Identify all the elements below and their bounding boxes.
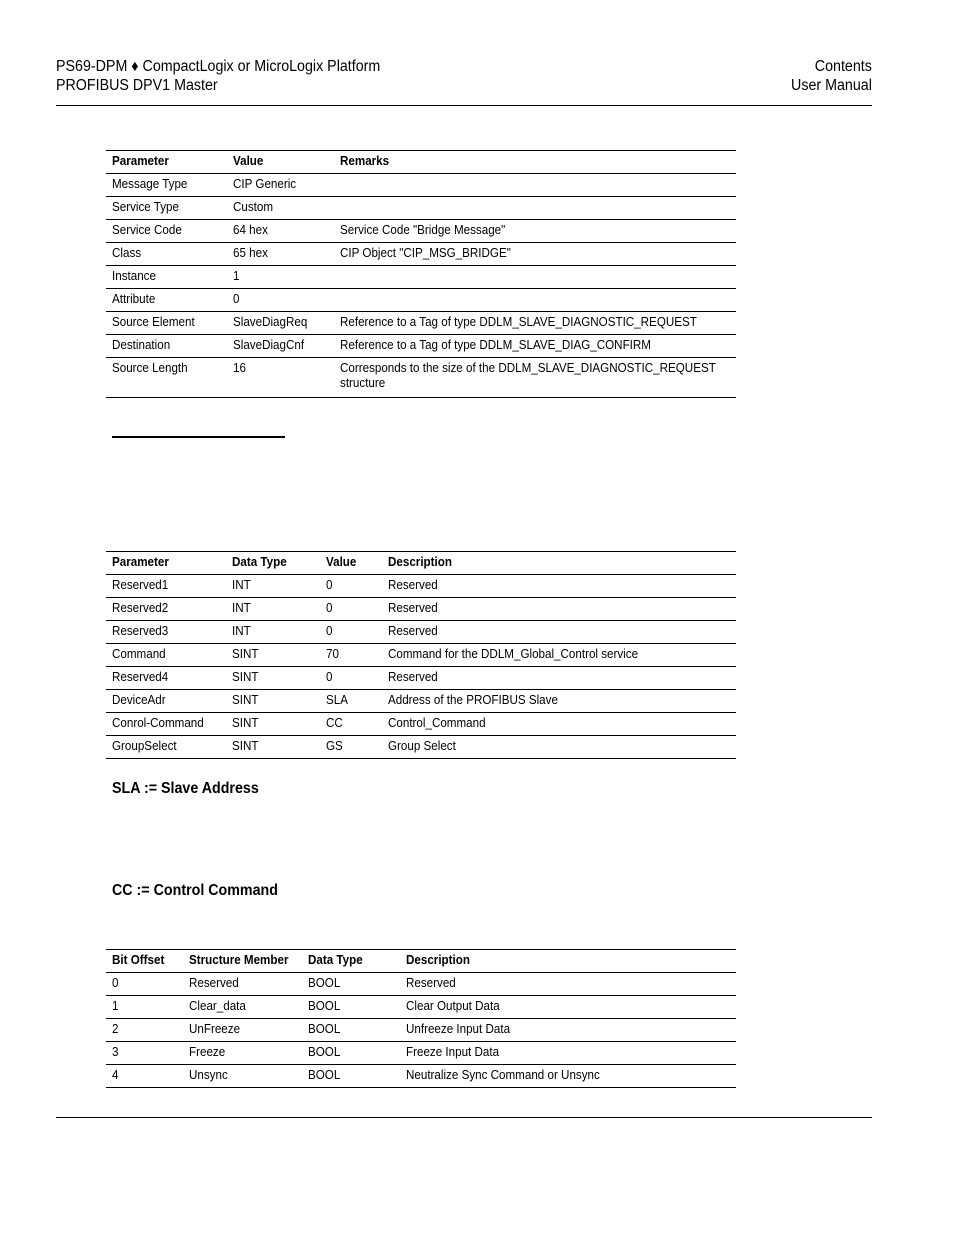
table-header-row	[106, 950, 736, 973]
table-cell: GS	[320, 736, 382, 759]
table-cell: SlaveDiagCnf	[227, 335, 334, 358]
table-row	[106, 713, 736, 736]
header-section-title: Contents	[814, 58, 872, 75]
header-product-subtitle: PROFIBUS DPV1 Master	[56, 77, 218, 94]
request-structure-table	[106, 551, 736, 759]
table-cell: 4	[106, 1065, 183, 1088]
table-cell: SINT	[226, 644, 320, 667]
table-row	[106, 312, 736, 335]
table-cell: Unsync	[183, 1065, 302, 1088]
table-cell: Command for the DDLM_Global_Control service	[382, 644, 736, 667]
table-row	[106, 243, 736, 266]
header-left	[56, 57, 380, 95]
table-cell: Service Code "Bridge Message"	[334, 220, 736, 243]
table-cell: Reserved	[382, 575, 736, 598]
table-cell: Service Type	[106, 197, 227, 220]
table-row	[106, 335, 736, 358]
table-cell: Clear Output Data	[400, 996, 736, 1019]
table-cell: Attribute	[106, 289, 227, 312]
column-header: Description	[382, 552, 736, 575]
table-cell: Corresponds to the size of the DDLM_SLAVE_DIAGNOSTIC_REQUEST structure	[334, 358, 736, 398]
table-cell: INT	[226, 598, 320, 621]
table-row	[106, 667, 736, 690]
table-cell: Freeze	[183, 1042, 302, 1065]
column-header: Parameter	[106, 552, 226, 575]
table-cell: CC	[320, 713, 382, 736]
table-cell: BOOL	[302, 996, 400, 1019]
table-cell: 2	[106, 1019, 183, 1042]
table-cell: SINT	[226, 736, 320, 759]
table-cell: Source Element	[106, 312, 227, 335]
table-header-row	[106, 552, 736, 575]
hyperlink-underline	[112, 436, 285, 438]
table-cell: CIP Generic	[227, 174, 334, 197]
table-row	[106, 289, 736, 312]
table-cell: BOOL	[302, 973, 400, 996]
column-header: Structure Member	[183, 950, 302, 973]
table-cell: Reference to a Tag of type DDLM_SLAVE_DIAG_CONFIRM	[334, 335, 736, 358]
column-header: Data Type	[302, 950, 400, 973]
table-cell: Freeze Input Data	[400, 1042, 736, 1065]
column-header: Bit Offset	[106, 950, 183, 973]
table-cell: Message Type	[106, 174, 227, 197]
table-cell: SINT	[226, 713, 320, 736]
table-cell: 0	[106, 973, 183, 996]
table-cell: DeviceAdr	[106, 690, 226, 713]
table-cell: INT	[226, 575, 320, 598]
table-cell: INT	[226, 621, 320, 644]
table-cell: Service Code	[106, 220, 227, 243]
table-cell: Neutralize Sync Command or Unsync	[400, 1065, 736, 1088]
table-cell: Reserved	[382, 598, 736, 621]
table-cell	[334, 266, 736, 289]
table-row	[106, 575, 736, 598]
column-header: Description	[400, 950, 736, 973]
table-cell: Reserved	[400, 973, 736, 996]
table-cell: Custom	[227, 197, 334, 220]
table-cell: BOOL	[302, 1065, 400, 1088]
table-cell: Reserved1	[106, 575, 226, 598]
table-cell: SlaveDiagReq	[227, 312, 334, 335]
table-cell: 0	[320, 598, 382, 621]
table-cell: Reserved	[382, 621, 736, 644]
table-cell: 3	[106, 1042, 183, 1065]
table-cell: Group Select	[382, 736, 736, 759]
table-row	[106, 973, 736, 996]
table-cell: 1	[106, 996, 183, 1019]
table-cell: GroupSelect	[106, 736, 226, 759]
table-cell: Control_Command	[382, 713, 736, 736]
table-cell: SLA	[320, 690, 382, 713]
table-cell: 0	[320, 667, 382, 690]
table-cell	[334, 174, 736, 197]
table-cell: Reserved4	[106, 667, 226, 690]
table-cell: BOOL	[302, 1042, 400, 1065]
table-cell: Source Length	[106, 358, 227, 398]
table-cell: Class	[106, 243, 227, 266]
table-cell: 65 hex	[227, 243, 334, 266]
table-cell: BOOL	[302, 1019, 400, 1042]
table-cell: Conrol-Command	[106, 713, 226, 736]
table-row	[106, 996, 736, 1019]
table-cell: 1	[227, 266, 334, 289]
table-cell: Reserved	[183, 973, 302, 996]
table-row	[106, 690, 736, 713]
table-row	[106, 1019, 736, 1042]
message-config-table	[106, 150, 736, 398]
table-cell: 0	[227, 289, 334, 312]
footer-divider	[56, 1117, 872, 1118]
table-cell: Clear_data	[183, 996, 302, 1019]
table-cell: UnFreeze	[183, 1019, 302, 1042]
table-row	[106, 736, 736, 759]
table-cell: SINT	[226, 667, 320, 690]
table-cell	[334, 197, 736, 220]
table-cell: Reserved2	[106, 598, 226, 621]
table-row	[106, 358, 736, 398]
table-row	[106, 1042, 736, 1065]
column-header: Value	[227, 151, 334, 174]
table-cell: 64 hex	[227, 220, 334, 243]
table-cell: 16	[227, 358, 334, 398]
table-cell: Reserved	[382, 667, 736, 690]
table-row	[106, 220, 736, 243]
table-row	[106, 197, 736, 220]
table-row	[106, 1065, 736, 1088]
table-cell: Destination	[106, 335, 227, 358]
header-right	[791, 57, 872, 95]
table-cell: CIP Object "CIP_MSG_BRIDGE"	[334, 243, 736, 266]
page-header	[56, 57, 872, 106]
column-header: Parameter	[106, 151, 227, 174]
note-slave-address: SLA := Slave Address	[112, 780, 259, 797]
table-row	[106, 621, 736, 644]
table-cell: Instance	[106, 266, 227, 289]
table-row	[106, 174, 736, 197]
column-header: Remarks	[334, 151, 736, 174]
table-cell: 0	[320, 621, 382, 644]
column-header: Value	[320, 552, 382, 575]
table-header-row	[106, 151, 736, 174]
table-cell	[334, 289, 736, 312]
note-control-command: CC := Control Command	[112, 882, 278, 899]
table-cell: Unfreeze Input Data	[400, 1019, 736, 1042]
table-cell: 0	[320, 575, 382, 598]
column-header: Data Type	[226, 552, 320, 575]
table-cell: SINT	[226, 690, 320, 713]
header-document-type: User Manual	[791, 77, 872, 94]
table-cell: Command	[106, 644, 226, 667]
control-command-table	[106, 949, 736, 1088]
table-cell: Reserved3	[106, 621, 226, 644]
table-row	[106, 266, 736, 289]
table-cell: Address of the PROFIBUS Slave	[382, 690, 736, 713]
table-cell: Reference to a Tag of type DDLM_SLAVE_DIAGNOSTIC_REQUEST	[334, 312, 736, 335]
table-cell: 70	[320, 644, 382, 667]
header-product-title: PS69-DPM ♦ CompactLogix or MicroLogix Platform	[56, 58, 381, 75]
table-row	[106, 644, 736, 667]
table-row	[106, 598, 736, 621]
